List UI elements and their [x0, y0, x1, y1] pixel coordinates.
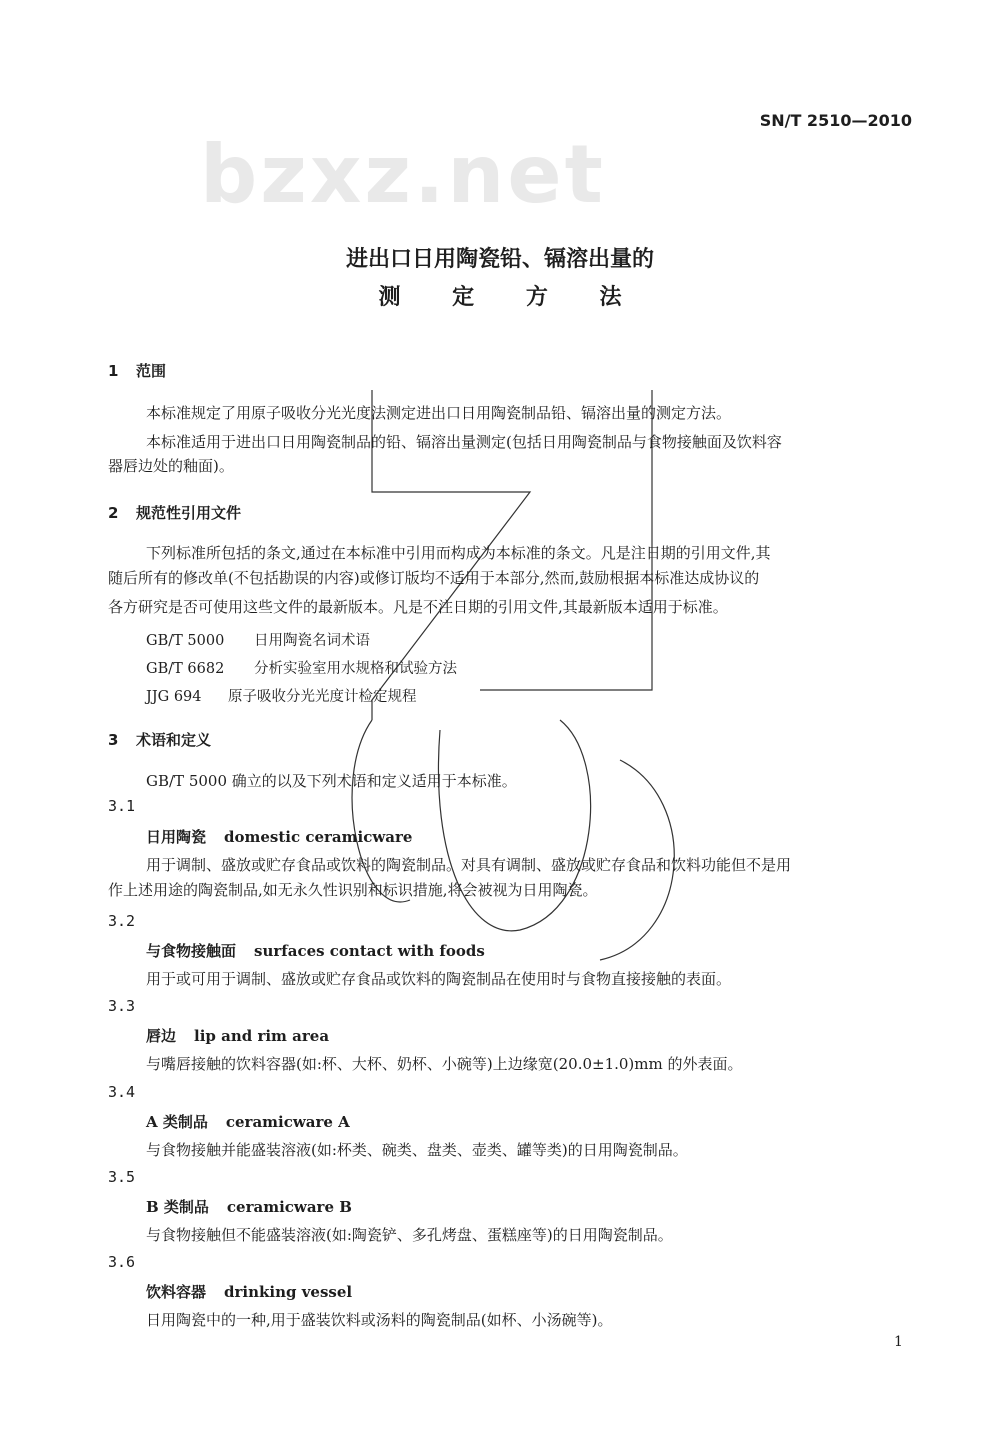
- term-zh: 唇边: [146, 1027, 177, 1045]
- section-2-heading: [108, 502, 241, 523]
- term-zh: 与食物接触面: [146, 942, 237, 960]
- term-heading: [146, 1025, 329, 1046]
- term-number: 3.2: [108, 912, 136, 930]
- term-heading: [146, 940, 485, 961]
- term-definition: 与嘴唇接触的饮料容器(如:杯、大杯、奶杯、小碗等)上边缘宽(20.0±1.0)mm 的外表面。: [146, 1055, 743, 1073]
- term-definition: 日用陶瓷中的一种,用于盛装饮料或汤料的陶瓷制品(如杯、小汤碗等)。: [146, 1311, 613, 1329]
- reference-item: [146, 657, 457, 678]
- reference-title: 分析实验室用水规格和试验方法: [254, 661, 457, 677]
- term-number: 3.1: [108, 797, 136, 815]
- term-number: 3.5: [108, 1168, 136, 1186]
- reference-code: GB/T 6682: [146, 661, 225, 677]
- reference-code: GB/T 5000: [146, 633, 225, 649]
- section-number: 3: [108, 731, 119, 749]
- section-title: 术语和定义: [136, 731, 212, 749]
- section-number: 2: [108, 504, 119, 522]
- reference-title: 日用陶瓷名词术语: [254, 633, 370, 649]
- term-definition: 与食物接触但不能盛装溶液(如:陶瓷铲、多孔烤盘、蛋糕座等)的日用陶瓷制品。: [146, 1226, 673, 1244]
- term-en: surfaces contact with foods: [254, 942, 485, 960]
- section-1-heading: [108, 360, 166, 381]
- reference-item: [146, 685, 417, 706]
- term-heading: [146, 826, 412, 847]
- term-zh: B 类制品: [146, 1198, 209, 1216]
- document-title-line1: 进出口日用陶瓷铅、镉溶出量的: [345, 247, 654, 272]
- standard-number: SN/T 2510—2010: [759, 111, 912, 130]
- term-heading: [146, 1111, 350, 1132]
- watermark: bzxz.net: [200, 128, 606, 221]
- reference-title: 原子吸收分光光度计检定规程: [228, 689, 417, 705]
- reference-item: [146, 629, 370, 650]
- section-number: 1: [108, 362, 119, 380]
- section-title: 范围: [136, 362, 167, 380]
- term-number: 3.3: [108, 997, 136, 1015]
- term-number: 3.4: [108, 1083, 136, 1101]
- term-definition: 用于或可用于调制、盛放或贮存食品或饮料的陶瓷制品在使用时与食物直接接触的表面。: [146, 970, 732, 988]
- section-3-heading: [108, 729, 211, 750]
- term-en: lip and rim area: [194, 1027, 330, 1045]
- term-definition: 与食物接触并能盛装溶液(如:杯类、碗类、盘类、壶类、罐等类)的日用陶瓷制品。: [146, 1141, 688, 1159]
- term-zh: 日用陶瓷: [146, 828, 207, 846]
- section-2-para-line3: 各方研究是否可使用这些文件的最新版本。凡是不注日期的引用文件,其最新版本适用于标准。: [108, 598, 728, 616]
- section-2-para-line1: 下列标准所包括的条文,通过在本标准中引用而构成为本标准的条文。凡是注日期的引用文件,其: [146, 544, 771, 562]
- reference-code: JJG 694: [146, 689, 202, 705]
- section-1-para2-line2: 器唇边处的釉面)。: [108, 457, 234, 475]
- term-en: ceramicware A: [225, 1113, 350, 1131]
- term-definition-cont: 作上述用途的陶瓷制品,如无永久性识别和标识措施,将会被视为日用陶瓷。: [108, 881, 598, 899]
- term-en: domestic ceramicware: [224, 828, 413, 846]
- term-heading: [146, 1281, 352, 1302]
- section-2-para-line2: 随后所有的修改单(不包括勘误的内容)或修订版均不适用于本部分,然而,鼓励根据本标准达成协议的: [108, 569, 760, 587]
- term-heading: [146, 1196, 352, 1217]
- section-1-para1: 本标准规定了用原子吸收分光光度法测定进出口日用陶瓷制品铅、镉溶出量的测定方法。: [146, 404, 732, 422]
- term-number: 3.6: [108, 1253, 136, 1271]
- term-definition: 用于调制、盛放或贮存食品或饮料的陶瓷制品。对具有调制、盛放或贮存食品和饮料功能但不是用: [146, 856, 792, 874]
- term-zh: A 类制品: [146, 1113, 208, 1131]
- section-1-para2-line1: 本标准适用于进出口日用陶瓷制品的铅、镉溶出量测定(包括日用陶瓷制品与食物接触面及饮料容: [146, 433, 782, 451]
- term-en: drinking vessel: [224, 1283, 353, 1301]
- page-number: 1: [894, 1334, 903, 1350]
- section-3-intro: GB/T 5000 确立的以及下列术语和定义适用于本标准。: [146, 772, 517, 790]
- section-title: 规范性引用文件: [136, 504, 242, 522]
- document-title-line2: 测 定 方 法: [378, 285, 644, 310]
- term-zh: 饮料容器: [146, 1283, 207, 1301]
- term-en: ceramicware B: [226, 1198, 352, 1216]
